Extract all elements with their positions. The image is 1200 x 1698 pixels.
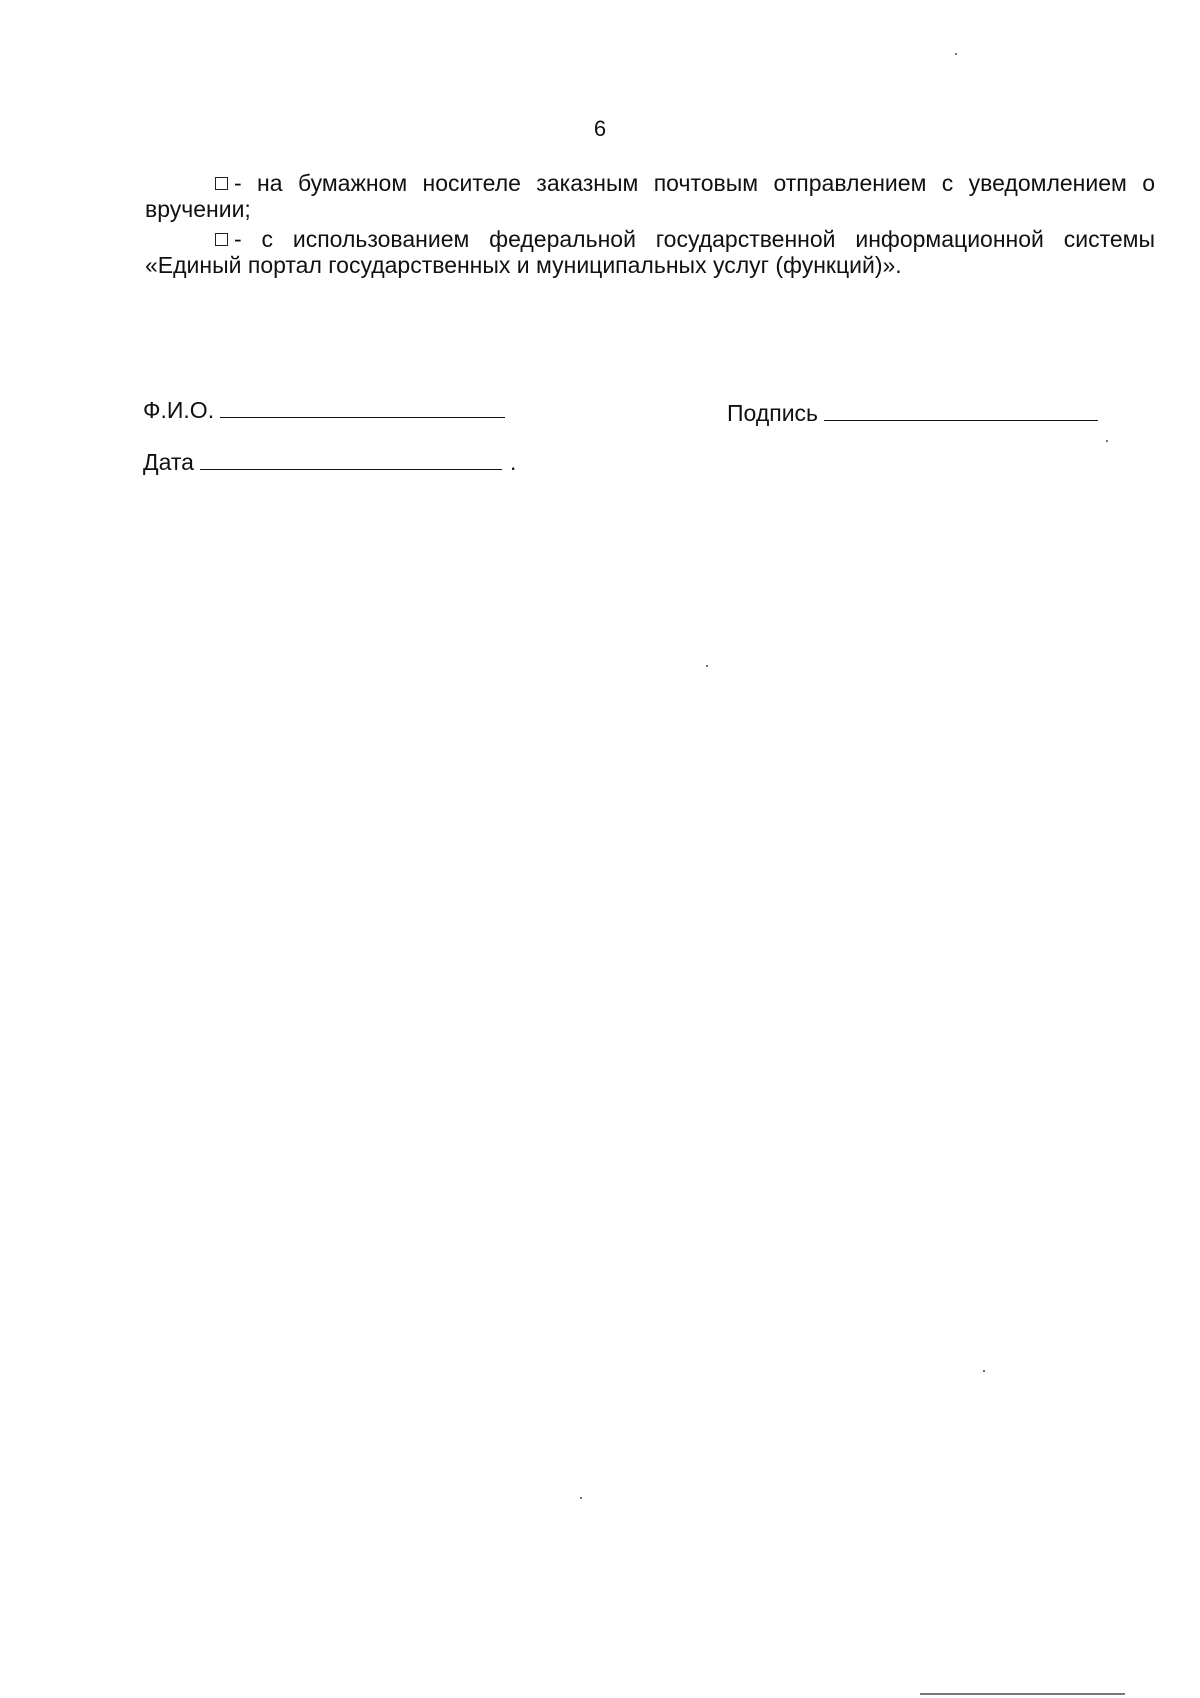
date-blank-line[interactable] <box>200 447 502 470</box>
scan-speck <box>1106 440 1108 442</box>
checkbox-empty-icon[interactable] <box>215 177 228 190</box>
scan-speck <box>955 53 957 55</box>
signature-field <box>727 398 1098 427</box>
scan-speck <box>706 665 708 667</box>
fio-label: Ф.И.О. <box>143 397 215 423</box>
delivery-options <box>145 170 1155 282</box>
fio-field <box>143 395 505 424</box>
option-epgu-portal-text: - с использованием федеральной государственной информационной системы «Единый портал государственных и муниципальных услуг (функций)». <box>145 226 1155 278</box>
page-number: 6 <box>593 116 607 141</box>
bottom-edge-rule <box>920 1693 1125 1695</box>
signature-blank-line[interactable] <box>824 398 1098 421</box>
scan-speck <box>580 1497 582 1499</box>
fio-blank-line[interactable] <box>220 395 505 418</box>
date-suffix: . <box>509 449 517 475</box>
scan-speck <box>983 1370 985 1372</box>
option-paper-mail <box>145 170 1155 222</box>
checkbox-empty-icon[interactable] <box>215 233 228 246</box>
date-field <box>143 447 516 476</box>
date-label: Дата <box>143 449 194 475</box>
option-epgu-portal <box>145 226 1155 278</box>
option-paper-mail-text: - на бумажном носителе заказным почтовым отправлением с уведомлением о вручении; <box>145 170 1155 222</box>
signature-label: Подпись <box>727 400 819 426</box>
